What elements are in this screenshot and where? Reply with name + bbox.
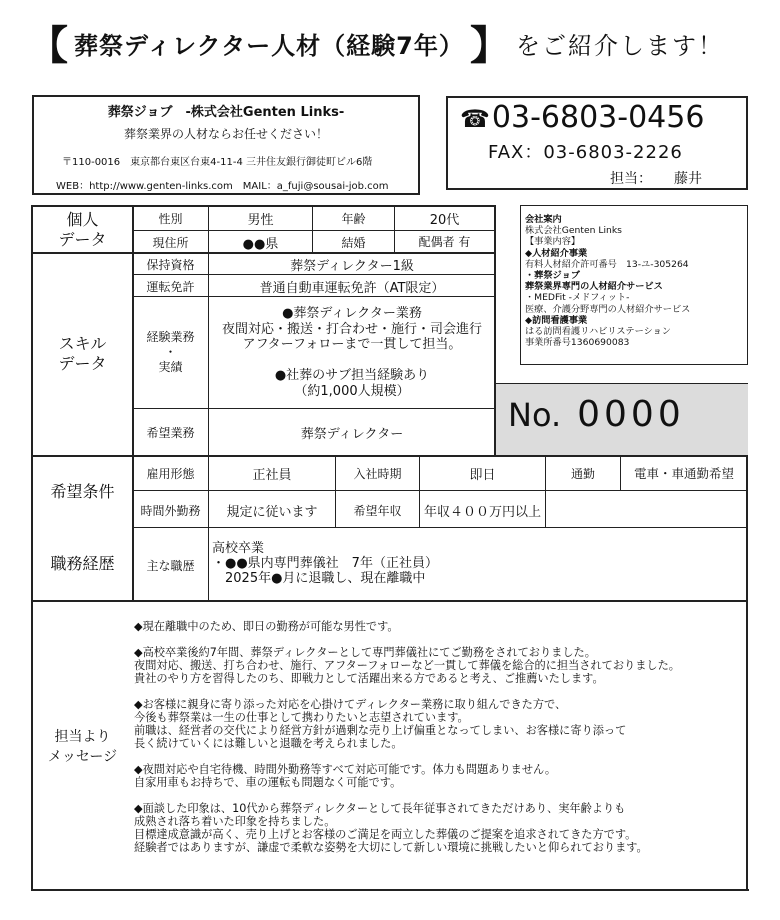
message-line: ◆現在離職中のため、即日の勤務が可能な男性です。: [134, 620, 399, 633]
message-line: ◆お客様に親身に寄り添った対応を心掛けてディレクター業務に取り組んできた方で、: [134, 698, 567, 711]
message-line: ◆面談した印象は、10代から葬祭ディレクターとして長年従事されてきただけあり、実年齢よりも: [134, 802, 626, 815]
overtime-label: 時間外勤務: [140, 504, 201, 518]
company-web-mail: WEB：http://www.genten-links.com MAIL：a_fuji@sousai-job.com: [56, 181, 389, 192]
license-value: 普通自動車運転免許（AT限定）: [259, 281, 445, 296]
title-main: 葬祭ディレクター人材（経験7年）: [74, 32, 464, 60]
career-line-1: 高校卒業: [212, 541, 265, 556]
tantou-label: 担当：: [610, 171, 652, 187]
section-skill: [33, 334, 132, 374]
page-heading: [0, 22, 780, 70]
employment-value: 正社員: [252, 468, 292, 483]
message-line: 夜間対応、搬送、打ち合わせ、施行、アフターフォローなど一貫して葬儀を総合的に担当されておりました。: [134, 659, 680, 672]
message-line: 前職は、経営者の交代により経営方針が過剰な売り上げ偏重となってしまい、お客様に寄り添って: [134, 724, 627, 737]
message-paragraph-1: [134, 620, 744, 633]
section-personal: [33, 210, 132, 250]
info-line: 有料人材紹介許可番号 13-ユ-305264: [525, 258, 689, 270]
fax-number: FAX：03-6803-2226: [488, 142, 683, 163]
contact-box: [446, 96, 748, 190]
title-bracket-left: 【: [28, 23, 68, 69]
section-skill-line2: データ: [58, 354, 107, 373]
experience-line-4: [209, 353, 495, 369]
salary-value: 年収４００万円以上: [423, 505, 541, 520]
message-line: 貴社のやり方を習得したのち、即戦力として活躍出来る方であると考え、ご推薦いたします。: [134, 672, 604, 685]
age-value: 20代: [429, 213, 460, 228]
tel-value: 03-6803-0456: [491, 100, 705, 135]
title-bracket-right: 】: [470, 23, 510, 69]
experience-label-3: 実績: [158, 360, 183, 374]
message-line: ◆夜間対応や自宅待機、時間外勤務等すべて対応可能です。体力も問題ありません。: [134, 763, 557, 776]
experience-line-3: アフターフォローまで一貫して担当。: [242, 337, 462, 352]
company-address: 〒110-0016 東京都台東区台東4-11-4 三井住友銀行御徒町ビル6階: [62, 157, 373, 168]
employment-label: 雇用形態: [146, 467, 195, 481]
section-skill-line1: スキル: [58, 334, 107, 353]
experience-label-1: 経験業務: [146, 330, 195, 344]
start-label: 入社時期: [353, 467, 402, 481]
commute-label: 通勤: [570, 467, 595, 481]
marriage-value: 配偶者 有: [418, 235, 471, 249]
salary-label: 希望年収: [353, 504, 402, 518]
candidate-number-box: [496, 383, 748, 455]
residence-value: ●●県: [242, 237, 279, 252]
gender-value: 男性: [247, 213, 274, 228]
wish-job-label: 希望業務: [146, 426, 195, 440]
info-line: ◆訪問看護事業: [525, 314, 588, 326]
wish-job-value: 葬祭ディレクター: [300, 427, 404, 442]
phone-number: [460, 100, 704, 135]
message-paragraph-2: [134, 646, 744, 685]
experience-line-5: ●社葬のサブ担当経験あり: [274, 368, 430, 383]
info-line: 株式会社Genten Links: [525, 225, 622, 237]
section-career: 職務経歴: [50, 554, 115, 573]
telephone-icon: ☎: [460, 105, 490, 133]
number-prefix: No.: [508, 396, 562, 434]
message-paragraph-5: [134, 802, 744, 854]
career-line-2: ・●●県内専門葬儀社 7年（正社員）: [212, 556, 438, 571]
message-line: 自家用車もお持ちで、車の運転も問題なく可能です。: [134, 776, 402, 789]
qualification-label: 保持資格: [146, 258, 195, 272]
residence-label: 現住所: [152, 236, 189, 250]
message-line: 経験者ではありますが、謙虚で柔軟な姿勢を大切にして新しい環境に挑戦したいと仰られております。: [134, 841, 648, 854]
message-line: 長く続けていくには難しいと退職を考えられました。: [134, 737, 403, 750]
career-value: [212, 541, 612, 586]
marriage-label: 結婚: [341, 236, 366, 250]
message-body: [134, 620, 744, 867]
experience-label: [133, 330, 208, 375]
info-line: 事業所番号1360690083: [525, 337, 630, 349]
contact-person: [610, 168, 702, 188]
section-message-line2: メッセージ: [47, 749, 118, 765]
section-message-line1: 担当より: [54, 729, 111, 745]
section-conditions: 希望条件: [50, 482, 115, 501]
info-line: 会社案内: [525, 214, 562, 225]
experience-label-2: ・: [164, 345, 177, 359]
qualification-value: 葬祭ディレクター1級: [290, 259, 414, 274]
message-paragraph-3: [134, 698, 744, 750]
tantou-name: 藤井: [674, 171, 702, 187]
company-box: [32, 95, 420, 195]
info-line: ◆人材紹介事業: [525, 247, 588, 259]
number-value: 0000: [577, 394, 685, 435]
experience-line-1: ●葬祭ディレクター業務: [282, 306, 422, 321]
experience-line-2: 夜間対応・搬送・打合わせ・施行・司会進行: [221, 321, 482, 337]
gender-label: 性別: [158, 212, 183, 226]
section-personal-line1: 個人: [66, 210, 99, 229]
info-line: ・MEDFit -メドフィット-: [525, 292, 630, 304]
commute-value: 電車・車通勤希望: [633, 466, 734, 481]
info-line: はる訪問看護リハビリステーション: [525, 326, 671, 338]
license-label: 運転免許: [146, 280, 195, 294]
career-line-3: 2025年●月に退職し、現在離職中: [212, 571, 426, 586]
message-paragraph-4: [134, 763, 744, 789]
info-line: ・葬祭ジョブ: [525, 270, 580, 282]
experience-value: [209, 306, 495, 399]
info-line: 【事業内容】: [525, 236, 581, 248]
age-label: 年齢: [341, 212, 366, 226]
message-line: 目標達成意識が高く、売り上げとお客様のご満足を両立した葬儀のご提案を追求されてきた方です。: [134, 828, 637, 841]
message-line: ◆高校卒業後約7年間、葬祭ディレクターとして専門葬儀社にてご勤務をされておりました。: [134, 646, 596, 659]
company-name: 葬祭ジョブ -株式会社Genten Links-: [107, 105, 345, 120]
company-tagline: 葬祭業界の人材ならお任せください！: [123, 127, 328, 141]
info-line: 葬祭業界専門の人材紹介サービス: [525, 281, 663, 293]
company-info-box: [520, 205, 748, 365]
experience-line-6: （約1,000人規模）: [294, 383, 410, 399]
start-value: 即日: [469, 468, 496, 483]
message-line: 今後も葬祭業は一生の仕事として携わりたいと志望されています。: [134, 711, 469, 724]
section-personal-line2: データ: [58, 230, 107, 249]
message-line: 成熟され落ち着いた印象を持ちました。: [134, 815, 336, 828]
section-message: [33, 727, 132, 767]
title-suffix: をご紹介します！: [516, 32, 724, 60]
candidate-number: [508, 394, 685, 435]
career-label: 主な職歴: [146, 559, 195, 573]
overtime-value: 規定に従います: [226, 505, 318, 520]
info-line: 医療、介護分野専門の人材紹介サービス: [525, 303, 691, 315]
